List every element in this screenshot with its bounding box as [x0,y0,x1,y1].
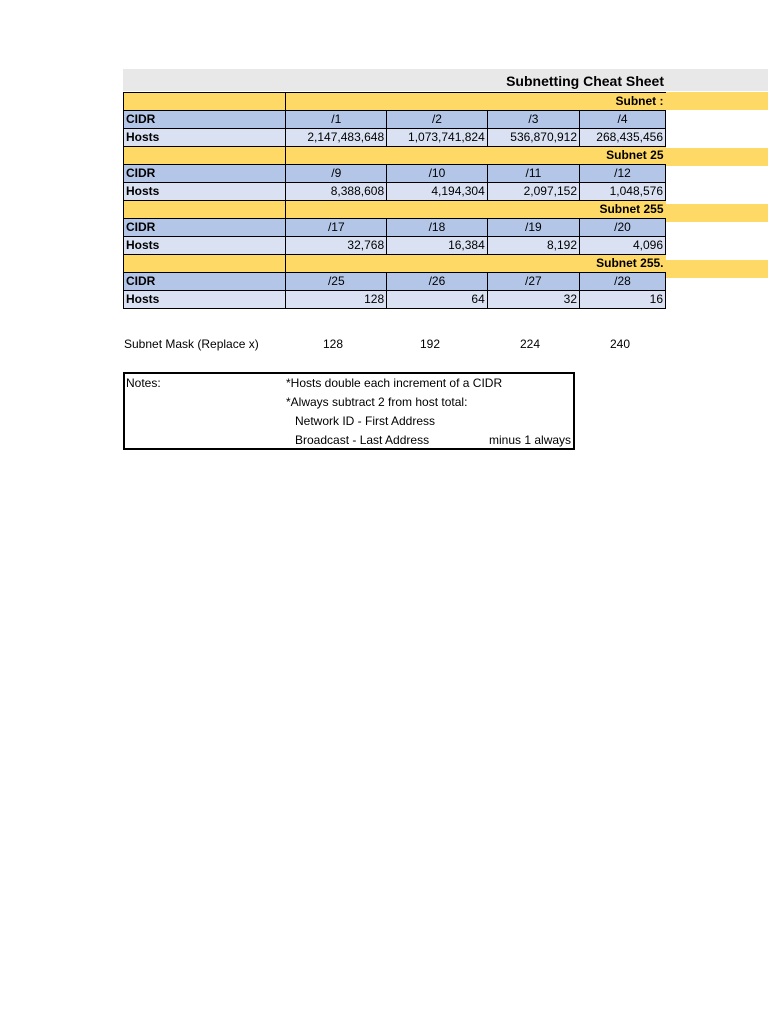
cidr-row [124,165,666,183]
sheet-title: Subnetting Cheat Sheet [506,73,664,89]
subnet-mask-value[interactable]: 240 [610,337,631,351]
subnet-header-extension [666,92,768,110]
title-row [123,69,768,91]
subnet-header-row [124,147,666,165]
cidr-row [124,111,666,129]
cidr-cell[interactable]: /3 [487,111,579,129]
hosts-cell[interactable]: 2,097,152 [487,183,579,201]
notes-label[interactable]: Notes: [126,376,161,390]
subnet-header-empty-cell[interactable] [124,255,286,273]
subnet-table [123,92,666,309]
cidr-cell[interactable]: /20 [580,219,666,237]
hosts-cell[interactable]: 2,147,483,648 [286,129,387,147]
subnet-header-row [124,201,666,219]
hosts-row-label[interactable]: Hosts [124,237,286,255]
hosts-row-label[interactable]: Hosts [124,291,286,309]
hosts-cell[interactable]: 1,048,576 [580,183,666,201]
hosts-cell[interactable]: 536,870,912 [487,129,579,147]
subnet-header-label[interactable]: Subnet 255 [286,201,666,219]
notes-line[interactable]: Broadcast - Last Address [295,433,430,447]
subnet-header-label[interactable]: Subnet 255. [286,255,666,273]
hosts-cell[interactable]: 8,192 [487,237,579,255]
hosts-cell[interactable]: 4,194,304 [387,183,488,201]
hosts-cell[interactable]: 268,435,456 [580,129,666,147]
cidr-cell[interactable]: /28 [580,273,666,291]
subnet-header-extension [666,148,768,166]
cidr-cell[interactable]: /11 [487,165,579,183]
cidr-row-label[interactable]: CIDR [124,219,286,237]
cidr-cell[interactable]: /1 [286,111,387,129]
hosts-cell[interactable]: 16,384 [387,237,488,255]
subnet-header-row [124,93,666,111]
subnet-header-empty-cell[interactable] [124,93,286,111]
subnet-header-empty-cell[interactable] [124,201,286,219]
cidr-row-label[interactable]: CIDR [124,273,286,291]
cidr-cell[interactable]: /9 [286,165,387,183]
cidr-row [124,273,666,291]
cidr-cell[interactable]: /19 [487,219,579,237]
subnet-mask-row [123,335,668,353]
cidr-cell[interactable]: /25 [286,273,387,291]
cidr-cell[interactable]: /4 [580,111,666,129]
notes-line[interactable]: *Always subtract 2 from host total: [286,395,468,409]
hosts-row [124,237,666,255]
subnet-header-extension [666,260,768,278]
cidr-row-label[interactable]: CIDR [124,165,286,183]
subnet-header-label[interactable]: Subnet 25 [286,147,666,165]
hosts-cell[interactable]: 32 [487,291,579,309]
notes-line[interactable]: *Hosts double each increment of a CIDR [286,376,503,390]
notes-box [123,372,575,450]
hosts-row-label[interactable]: Hosts [124,129,286,147]
hosts-cell[interactable]: 4,096 [580,237,666,255]
hosts-row-label[interactable]: Hosts [124,183,286,201]
cidr-row [124,219,666,237]
hosts-cell[interactable]: 1,073,741,824 [387,129,488,147]
hosts-cell[interactable]: 16 [580,291,666,309]
hosts-row [124,291,666,309]
subnet-header-extension [666,204,768,222]
hosts-cell[interactable]: 128 [286,291,387,309]
cidr-cell[interactable]: /2 [387,111,488,129]
hosts-cell[interactable]: 8,388,608 [286,183,387,201]
subnet-header-label[interactable]: Subnet : [286,93,666,111]
cidr-cell[interactable]: /12 [580,165,666,183]
hosts-cell[interactable]: 64 [387,291,488,309]
cidr-cell[interactable]: /26 [387,273,488,291]
notes-line[interactable]: Network ID - First Address [295,414,436,428]
hosts-row [124,183,666,201]
subnet-header-empty-cell[interactable] [124,147,286,165]
subnet-mask-value[interactable]: 224 [520,337,541,351]
hosts-cell[interactable]: 32,768 [286,237,387,255]
subnet-mask-value[interactable]: 128 [323,337,344,351]
notes-line-right[interactable]: minus 1 always [489,433,572,447]
cidr-cell[interactable]: /17 [286,219,387,237]
cidr-cell[interactable]: /10 [387,165,488,183]
cidr-cell[interactable]: /18 [387,219,488,237]
subnet-mask-value[interactable]: 192 [420,337,441,351]
subnet-mask-label[interactable]: Subnet Mask (Replace x) [124,337,259,351]
hosts-row [124,129,666,147]
cidr-row-label[interactable]: CIDR [124,111,286,129]
cidr-cell[interactable]: /27 [487,273,579,291]
subnet-header-row [124,255,666,273]
